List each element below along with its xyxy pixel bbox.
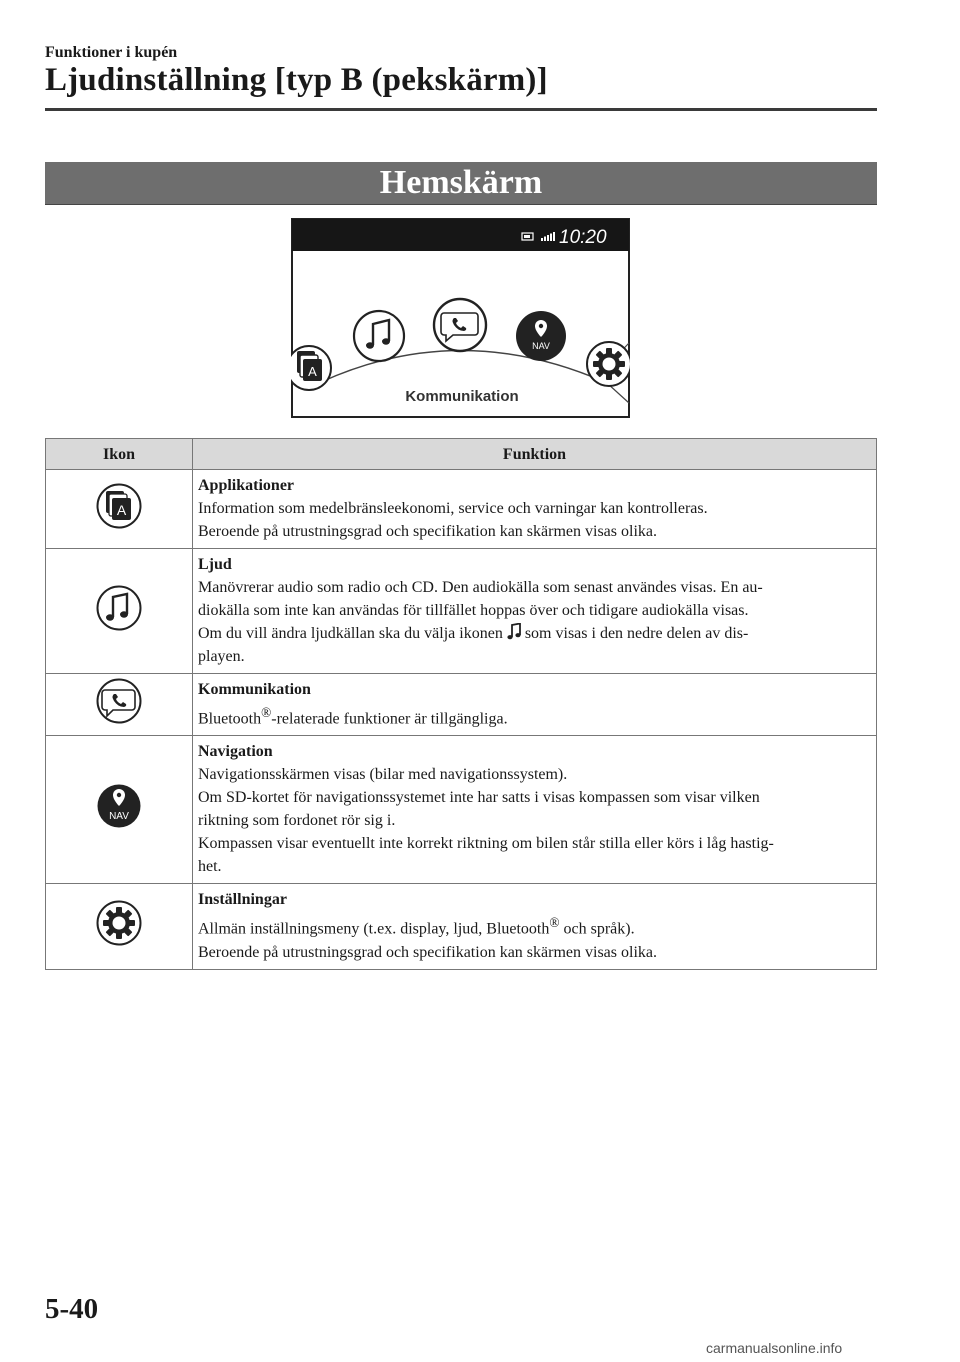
row-title: Applikationer xyxy=(198,477,295,494)
icon-cell xyxy=(46,549,193,674)
column-header-function: Funktion xyxy=(193,439,877,470)
icon-cell xyxy=(46,470,193,549)
row-text-part: Bluetooth xyxy=(198,710,262,728)
registered-mark: ® xyxy=(261,705,272,720)
function-cell xyxy=(193,884,877,969)
page-number: 5-40 xyxy=(45,1293,99,1325)
row-text: Kompassen visar eventuellt inte korrekt riktning om bilen står stilla eller körs i låg hastig- xyxy=(198,835,774,853)
applications-icon[interactable] xyxy=(291,346,331,390)
row-text: playen. xyxy=(198,648,245,665)
svg-text:NAV: NAV xyxy=(532,341,550,351)
icon-cell xyxy=(46,884,193,969)
row-title: Ljud xyxy=(198,556,232,573)
section-banner: Hemskärm xyxy=(45,162,877,205)
music-note-icon[interactable] xyxy=(354,311,404,361)
icon-cell xyxy=(46,736,193,884)
row-text-part: och språk). xyxy=(559,920,635,938)
watermark: carmanualsonline.info xyxy=(706,1340,843,1356)
function-cell xyxy=(193,674,877,736)
table-row xyxy=(46,674,877,736)
row-title: Kommunikation xyxy=(198,681,311,698)
svg-text:NAV: NAV xyxy=(109,811,129,823)
table-row xyxy=(46,736,877,884)
gear-icon[interactable] xyxy=(587,342,630,386)
row-text-part: Allmän inställningsmeny (t.ex. display, ljud, Bluetooth xyxy=(198,920,550,938)
applications-icon xyxy=(96,483,142,529)
table-row xyxy=(46,470,877,549)
row-text: riktning som fordonet rör sig i. xyxy=(198,812,396,830)
row-text: Beroende på utrustningsgrad och specifikation kan skärmen visas olika. xyxy=(198,523,657,540)
home-screen-illustration xyxy=(291,218,630,418)
row-text: diokälla som inte kan användas för tillfället hoppas över och tidigare audiokälla visas. xyxy=(198,602,749,619)
gear-icon xyxy=(96,900,142,946)
row-text: het. xyxy=(198,858,222,876)
title-rule xyxy=(45,108,877,111)
row-text xyxy=(198,911,870,940)
icon-function-table xyxy=(45,438,877,970)
row-text: Information som medelbränsleekonomi, service och varningar kan kontrolleras. xyxy=(198,500,708,517)
function-cell xyxy=(193,470,877,549)
navigation-icon xyxy=(96,783,142,829)
table-header-row xyxy=(46,439,877,470)
svg-text:A: A xyxy=(308,364,317,379)
clock-time: 10:20 xyxy=(559,227,607,248)
chapter-label: Funktioner i kupén xyxy=(45,44,178,61)
row-text xyxy=(198,701,870,730)
row-text-part: -relaterade funktioner är tillgängliga. xyxy=(271,710,508,728)
row-text xyxy=(198,622,870,645)
row-text: Om SD-kortet för navigationssystemet inte har satts i visas kompassen som visar vilken xyxy=(198,789,760,807)
selected-icon-label: Kommunikation xyxy=(405,388,519,405)
function-cell xyxy=(193,736,877,884)
column-header-icon: Ikon xyxy=(46,439,193,470)
row-text: Manövrerar audio som radio och CD. Den audiokälla som senast användes visas. En au- xyxy=(198,579,763,596)
music-note-icon xyxy=(96,585,142,631)
registered-mark: ® xyxy=(549,915,560,931)
phone-bubble-icon[interactable] xyxy=(434,299,486,351)
row-text-part: som visas i den nedre delen av dis- xyxy=(524,625,749,642)
music-note-icon xyxy=(507,623,521,640)
row-text-part: Om du vill ändra ljudkällan ska du välja ikonen xyxy=(198,625,503,642)
navigation-icon[interactable] xyxy=(516,311,566,361)
function-cell xyxy=(193,549,877,674)
svg-text:A: A xyxy=(116,501,127,518)
icon-cell xyxy=(46,674,193,736)
row-title: Inställningar xyxy=(198,891,287,909)
row-text: Beroende på utrustningsgrad och specifikation kan skärmen visas olika. xyxy=(198,943,657,961)
phone-bubble-icon xyxy=(96,678,142,724)
row-text: Navigationsskärmen visas (bilar med navigationssystem). xyxy=(198,766,568,784)
page-title: Ljudinställning [typ B (pekskärm)] xyxy=(45,62,548,98)
table-row xyxy=(46,549,877,674)
row-title: Navigation xyxy=(198,743,273,761)
table-row xyxy=(46,884,877,969)
